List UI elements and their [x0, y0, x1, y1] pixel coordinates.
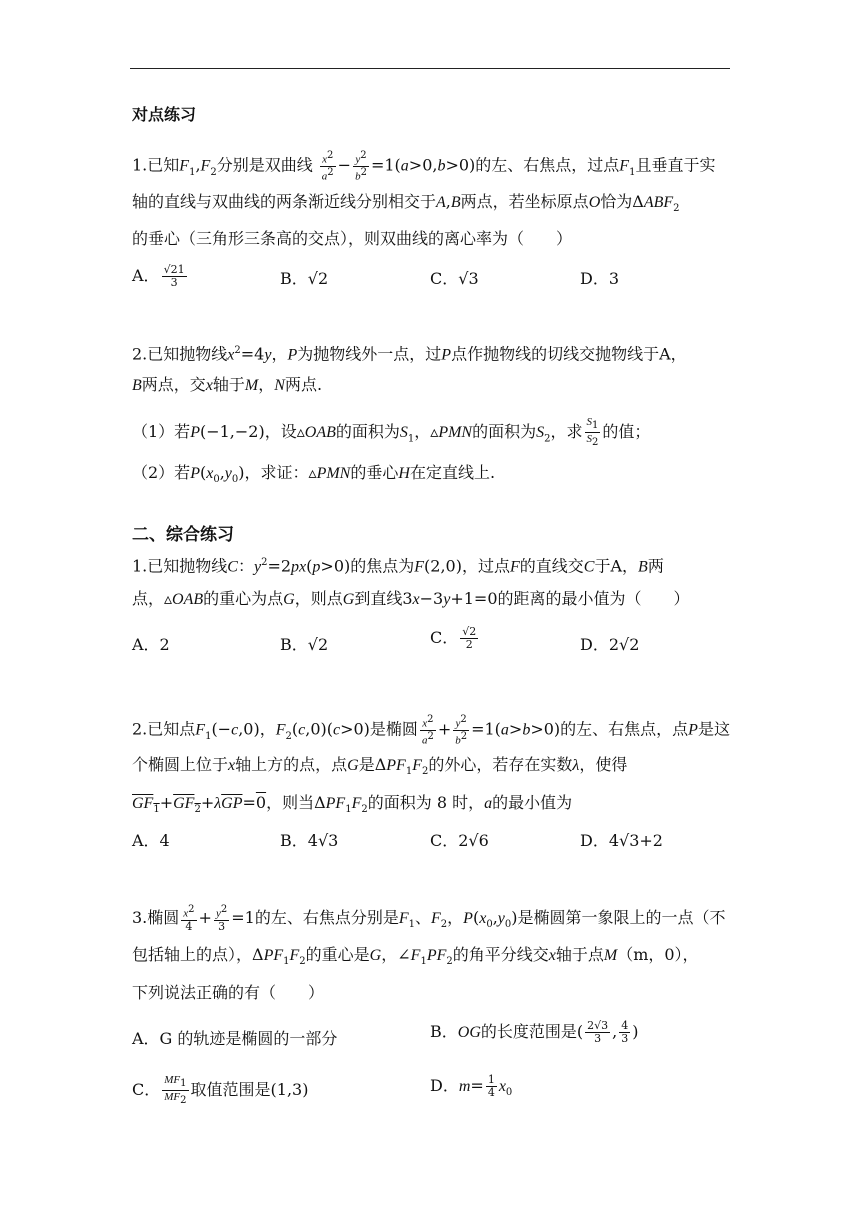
s2-q1-option-d: D．2√2 — [580, 635, 640, 654]
s1-q2-part1: （1）若P(−1,−2)，设▵OAB的面积为$S_1$，▵PMN的面积为$S_2$，求 $\frac{S_1}{S_2}$ 的值； — [132, 416, 651, 449]
s2-q2-line3: $GF_1+GF_2+\lambda\overline{GP}=0$，则当$\Delta PF_1F_2$的面积为 8 时，a的最小值为 — [132, 793, 573, 816]
s2-q3-option-a: A．G 的轨迹是椭圆的一部分 — [132, 1029, 338, 1048]
s2-q2-line2: 个椭圆上位于x轴上方的点，点G是$\Delta PF_1F_2$的外心，若存在实数λ，使得 — [132, 755, 628, 778]
s2-q2-line1: 2.已知点$F_1(-c,0)$，$F_2(c,0)(c>0)$是椭圆 $\frac{x^2}{a^2}$ + $\frac{y^2}{b^2}$ =1(a>b>0)的左、右焦点，点P是这 — [132, 714, 730, 747]
s1-q1-option-c: C．√3 — [430, 269, 479, 288]
s2-q1-line2: 点，▵OAB的重心为点G，则点G到直线3x−3y+1=0的距离的最小值为（ ） — [132, 589, 690, 608]
s2-q3-line2: 包括轴上的点），$\Delta PF_1F_2$的重心是G，$\angle F_1PF_2$的角平分线交x轴于点M（m，0）， — [132, 945, 699, 968]
s1-q1-line1: 1.已知$F_1,F_2$分别是双曲线 $\frac{x^2}{a^2}$ − $\frac{y^2}{b^2}$ =1(a>0,b>0)的左、右焦点，过点$F_1$且垂直于实 — [132, 150, 716, 183]
s2-q3-option-d: D．m= $\frac{1}{4}$ $x_0$ — [430, 1073, 513, 1099]
s2-q2-option-d: D．4√3+2 — [580, 831, 663, 850]
s2-q3-option-b: B．OG的长度范围是( $\frac{2√3}{3}$ , $\frac{4}{3}$ ) — [430, 1019, 639, 1045]
s2-q1-option-c: C． $\frac{√2}{2}$ — [430, 625, 477, 651]
s2-q3-option-c: C． $\frac{MF_1}{MF_2}$ 取值范围是(1,3) — [132, 1074, 309, 1107]
s1-q2-line2: B两点，交x轴于M，N两点. — [132, 375, 323, 394]
s1-q1-line3: 的垂心（三角形三条高的交点），则双曲线的离心率为（ ） — [132, 229, 573, 248]
s1-q1-option-b: B．√2 — [280, 269, 329, 288]
s2-q2-option-b: B．4√3 — [280, 831, 339, 850]
s2-q1-option-b: B．√2 — [280, 635, 329, 654]
s2-q3-line1: 3.椭圆 $\frac{x^2}{4}$ + $\frac{y^2}{3}$ =1的左、右焦点分别是$F_1$、$F_2$，$P(x_0,y_0)$是椭圆第一象限上的一点（不 — [132, 904, 726, 933]
header-rule — [130, 68, 730, 69]
s2-q3-line3: 下列说法正确的有（ ） — [132, 983, 325, 1002]
section-title-practice: 对点练习 — [132, 105, 197, 124]
s2-q1-line1: 1.已知抛物线C：$y^2=2px(p>0)$的焦点为F(2,0)，过点F的直线交C于A，B两 — [132, 556, 664, 576]
s1-q1-line2: 轴的直线与双曲线的两条渐近线分别相交于A,B两点，若坐标原点O恰为$\Delta ABF_2$ — [132, 192, 680, 215]
s2-q2-option-a: A．4 — [132, 831, 170, 850]
s1-q2-line1: 2.已知抛物线$x^2=4y$，P为抛物线外一点，过P点作抛物线的切线交抛物线于A， — [132, 344, 687, 364]
section-title-comprehensive: 二、综合练习 — [132, 525, 234, 545]
s1-q2-part2: （2）若$P(x_0,y_0)$，求证：▵PMN的垂心H在定直线上. — [132, 463, 496, 486]
s2-q2-option-c: C．2√6 — [430, 831, 489, 850]
s2-q1-option-a: A．2 — [132, 635, 170, 654]
s1-q1-option-d: D．3 — [580, 269, 620, 288]
s1-q1-option-a: A． $\frac{√21}{3}$ — [132, 263, 185, 289]
